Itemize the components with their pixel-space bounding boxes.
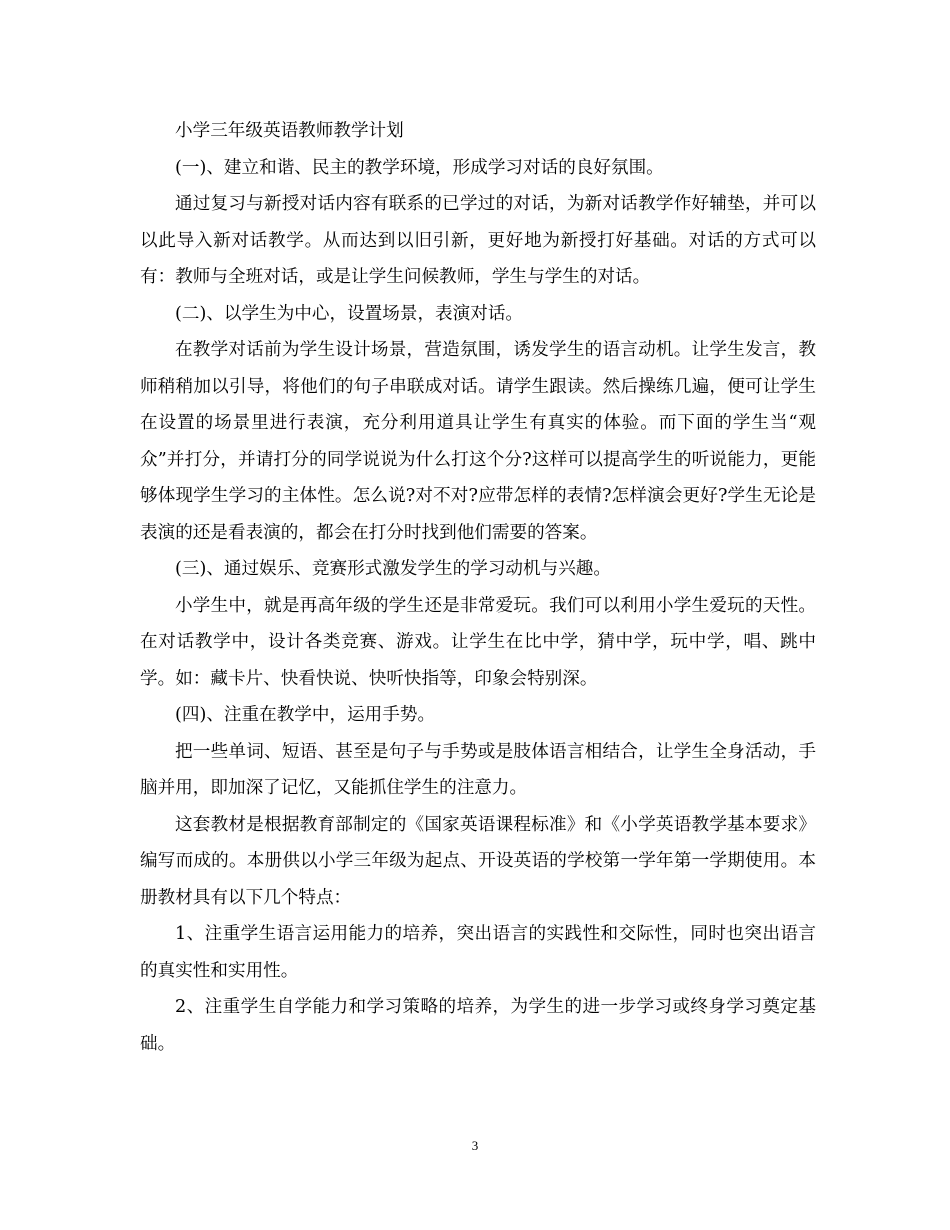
paragraph: 这套教材是根据教育部制定的《国家英语课程标准》和《小学英语教学基本要求》编写而成的。本册供以小学三年级为起点、开设英语的学校第一学年第一学期使用。本册教材具有以下几个特点： bbox=[140, 814, 816, 908]
section-heading-4: (四)、注重在教学中，运用手势。 bbox=[175, 705, 436, 725]
document-title: 小学三年级英语教师教学计划 bbox=[175, 121, 404, 141]
paragraph: 把一些单词、短语、甚至是句子与手势或是肢体语言相结合，让学生全身活动，手脑并用，即加深了记忆，又能抓住学生的注意力。 bbox=[140, 741, 816, 798]
paragraph: 小学生中，就是再高年级的学生还是非常爱玩。我们可以利用小学生爱玩的天性。在对话教学中，设计各类竞赛、游戏。让学生在比中学，猜中学，玩中学，唱、跳中学。如：藏卡片、快看快说、快听快指等，印象会特别深。 bbox=[140, 595, 816, 689]
paragraph: 在教学对话前为学生设计场景，营造氛围，诱发学生的语言动机。让学生发言，教师稍稍加以引导，将他们的句子串联成对话。请学生跟读。然后操练几遍，便可让学生在设置的场景里进行表演，充分利用道具让学生有真实的体验。而下面的学生当“观众”并打分，并请打分的同学说说为什么打这个分?这样可以提高学生的听说能力，更能够体现学生学习的主体性。怎么说?对不对?应带怎样的表情?怎样演会更好?学生无论是表演的还是看表演的，都会在打分时找到他们需要的答案。 bbox=[140, 340, 816, 543]
section-heading-3: (三)、通过娱乐、竞赛形式激发学生的学习动机与兴趣。 bbox=[175, 559, 611, 579]
document-body bbox=[140, 113, 816, 1062]
list-item: 1、注重学生语言运用能力的培养，突出语言的实践性和交际性，同时也突出语言的真实性和实用性。 bbox=[140, 924, 816, 981]
section-heading-2: (二)、以学生为中心，设置场景，表演对话。 bbox=[175, 303, 524, 324]
section-heading-1: (一)、建立和谐、民主的教学环境，形成学习对话的良好氛围。 bbox=[175, 157, 664, 178]
paragraph: 通过复习与新授对话内容有联系的已学过的对话，为新对话教学作好辅垫，并可以以此导入新对话教学。从而达到以旧引新，更好地为新授打好基础。对话的方式可以有：教师与全班对话，或是让学生问候教师，学生与学生的对话。 bbox=[140, 194, 816, 287]
list-item: 2、注重学生自学能力和学习策略的培养，为学生的进一步学习或终身学习奠定基础。 bbox=[140, 997, 816, 1054]
page-number: 3 bbox=[471, 1138, 479, 1153]
